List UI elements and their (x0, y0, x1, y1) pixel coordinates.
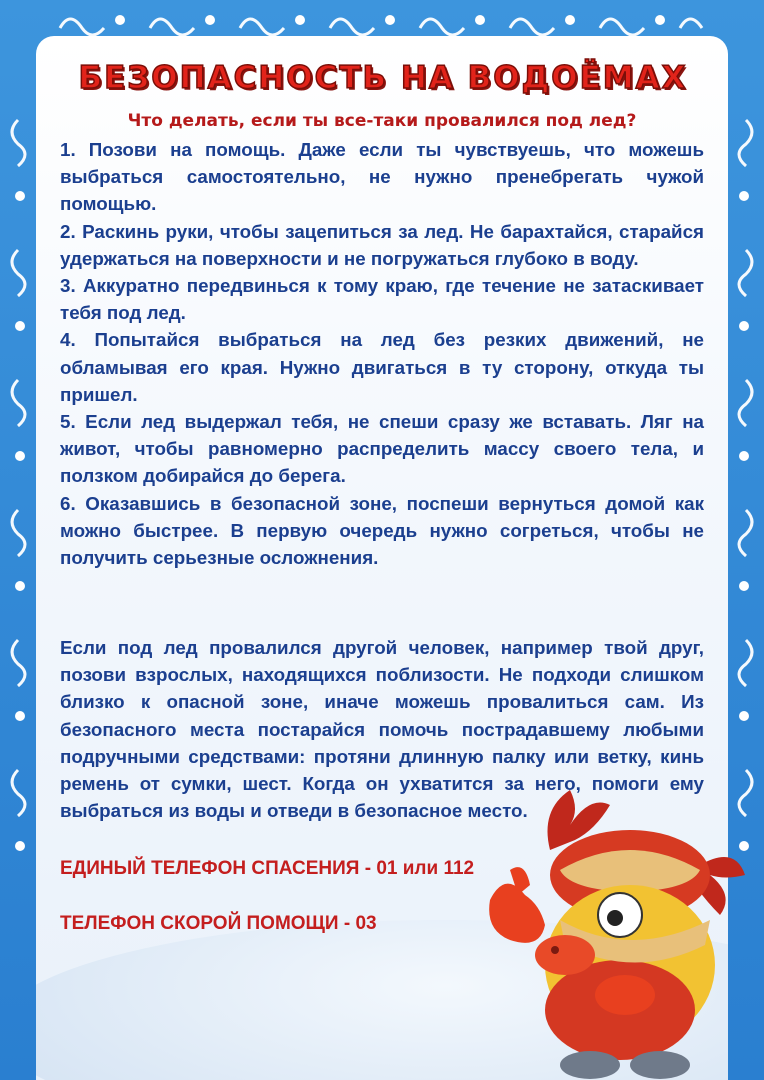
step-item: 2. Раскинь руки, чтобы зацепиться за лед. Не барахтайся, старайся удержаться на поверхности и не погружаться глубоко в воду. (60, 220, 704, 269)
step-item: 3. Аккуратно передвинься к тому краю, где течение не затаскивает тебя под лед. (60, 275, 704, 324)
rescue-phone-line: ЕДИНЫЙ ТЕЛЕФОН СПАСЕНИЯ - 01 или 112 (60, 858, 475, 879)
step-item: 6. Оказавшись в безопасной зоне, поспеши вернуться домой как можно быстрее. В первую очередь нужно согреться, чтобы не получить серьезные осложнения. (60, 492, 704, 569)
moose-mascot-icon (470, 770, 764, 1080)
poster-title: БЕЗОПАСНОСТЬ НА ВОДОЁМАХ (78, 60, 688, 96)
step-item: 1. Позови на помощь. Даже если ты чувствуешь, что можешь выбраться самостоятельно, не нужно пренебрегать чужой помощью. (60, 139, 704, 215)
poster-subtitle: Что делать, если ты все-таки провалился под лед? (127, 111, 637, 131)
other-person-paragraph: Если под лед провалился другой человек, например твой друг, позови взрослых, находящихся поблизости. Не подходи слишком близко к опасной зоне, иначе можешь провалиться сам. Из безопасного места постарайся помочь пострадавшему любыми подручными средствами: протяни длинную палку или ветку, кинь ремень от сумки, шест. Когда он ухватится за него, помоги ему выбраться из воды и отведи в безопасное место. (60, 637, 704, 822)
steps-list (60, 136, 704, 571)
step-item: 4. Попытайся выбраться на лед без резких движений, не обламывая его края. Нужно двигаться в ту сторону, откуда ты пришел. (60, 329, 704, 405)
ambulance-phone-line: ТЕЛЕФОН СКОРОЙ ПОМОЩИ - 03 (60, 913, 377, 934)
step-item: 5. Если лед выдержал тебя, не спеши сразу же вставать. Ляг на живот, чтобы равномерно распределить массу своего тела, и ползком добирайся до берега. (60, 411, 704, 487)
